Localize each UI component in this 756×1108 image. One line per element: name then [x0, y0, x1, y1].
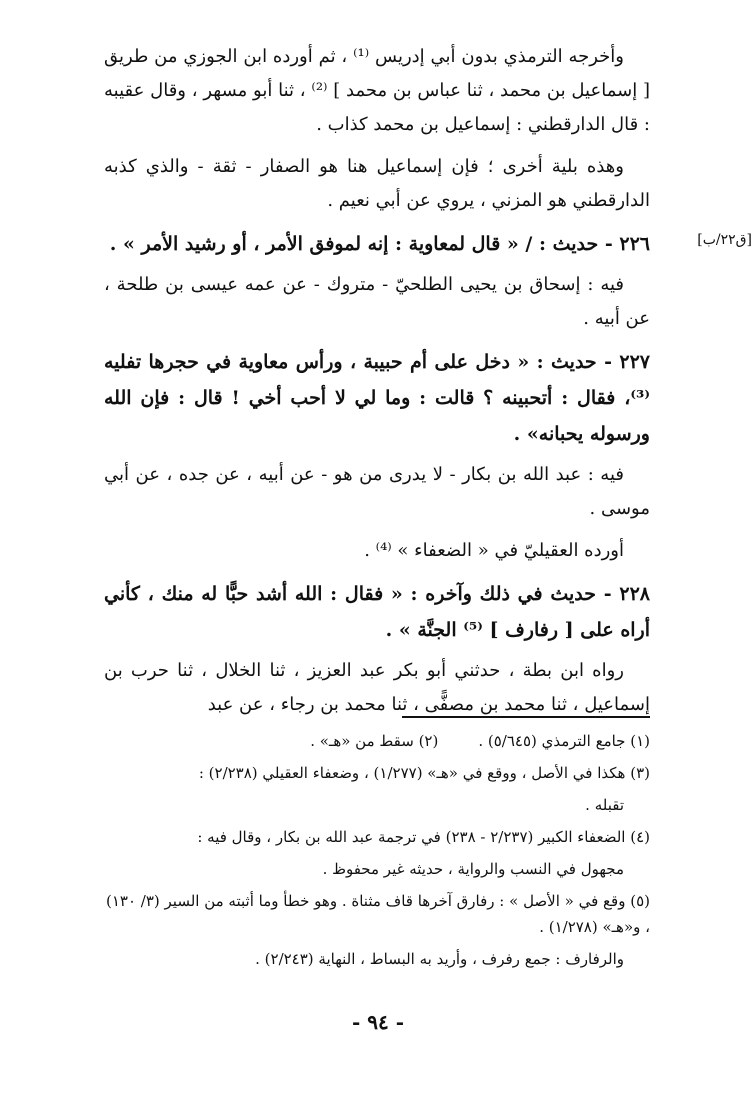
main-text	[104, 40, 650, 730]
hadith-228: ٢٢٨ - حديث في ذلك وآخره : « فقال : الله أشد حبًّا له منك ، كأني أراه على [ رفارف ] ⁽⁵⁾ الجنَّة » .	[104, 583, 650, 641]
manuscript-folio-marker: [ق٢٢/ب]	[697, 232, 752, 248]
footnote-5: (٥) وقع في « الأصل » : رفارق آخرها قاف مثناة . وهو خطأ وما أثبته من السير (٣/ ١٣٠) ، و«هـ» (١/٢٧٨) .	[105, 892, 650, 936]
footnotes	[104, 728, 650, 978]
hadith-227: ٢٢٧ - حديث : « دخل على أم حبيبة ، ورأس معاوية في حجرها تفليه ⁽³⁾، فقال : أتحبينه ؟ قالت : وما لي لا أحب أخي ! قال : فإن الله ورسوله يحبانه» .	[104, 351, 650, 445]
paragraph-ibn-batta: رواه ابن بطة ، حدثني أبو بكر عبد العزيز ، ثنا الخلال ، ثنا حرب بن إسماعيل ، ثنا محمد بن مصفًّى ، ثنا محمد بن رجاء ، عن عبد	[104, 660, 650, 715]
footnote-2: (٢) سقط من «هـ» .	[310, 732, 439, 750]
hadith-226: ٢٢٦ - حديث : / « قال لمعاوية : إنه لموفق الأمر ، أو رشيد الأمر » .	[109, 233, 650, 255]
footnote-3: (٣) هكذا في الأصل ، ووقع في «هـ» (١/٢٧٧) ، وضعفاء العقيلي (٢/٢٣٨) :	[198, 764, 650, 782]
footnote-row-1-2	[104, 728, 650, 754]
paragraph-calamity: وهذه بلية أخرى ؛ فإن إسماعيل هنا هو الصفار - ثقة - والذي كذبه الدارقطني هو المزني ، يروي عن أبي نعيم .	[104, 156, 650, 211]
footnote-4-continued: مجهول في النسب والرواية ، حديثه غير محفوظ .	[322, 860, 624, 878]
footnote-1: (١) جامع الترمذي (٥/٦٤٥) .	[478, 732, 650, 750]
footnote-5-continued: والرفارف : جمع رفرف ، وأريد به البساط ، النهاية (٢/٢٤٣) .	[255, 950, 624, 968]
paragraph-abdallah: فيه : عبد الله بن بكار - لا يدرى من هو - عن أبيه ، عن جده ، عن أبي موسى .	[104, 464, 650, 519]
footnote-3-continued: تقبله .	[585, 796, 624, 814]
paragraph-tirmidhi: وأخرجه الترمذي بدون أبي إدريس ⁽¹⁾ ، ثم أورده ابن الجوزي من طريق [ إسماعيل بن محمد ، ثنا عباس بن محمد ] ⁽²⁾ ، ثنا أبو مسهر ، وقال عقيبه : قال الدارقطني : إسماعيل بن محمد كذاب .	[104, 46, 650, 135]
paragraph-ishaq: فيه : إسحاق بن يحيى الطلحيّ - متروك - عن عمه عيسى بن طلحة ، عن أبيه .	[104, 274, 650, 329]
paragraph-uqayli: أورده العقيليّ في « الضعفاء » ⁽⁴⁾ .	[364, 540, 624, 561]
page-number: - ٩٤ -	[351, 1010, 404, 1034]
footnote-4: (٤) الضعفاء الكبير (٢/٢٣٧ - ٢٣٨) في ترجمة عبد الله بن بكار ، وقال فيه :	[197, 828, 650, 846]
footnote-divider	[402, 716, 650, 718]
